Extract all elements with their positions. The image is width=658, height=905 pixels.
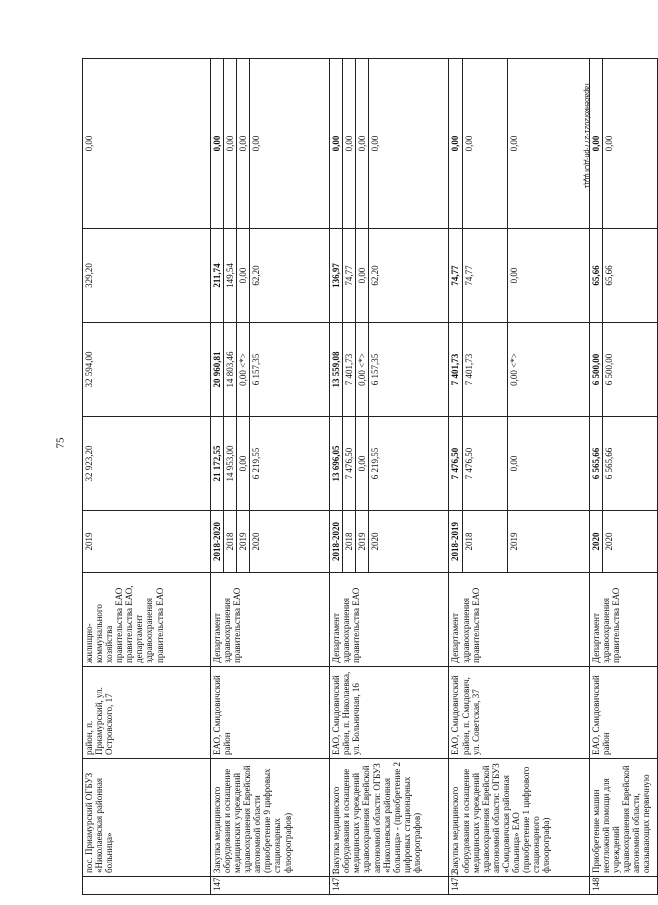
cell-year: 2020	[369, 511, 449, 573]
cell-year: 2018-2019	[449, 511, 462, 573]
cell-other: 0,00	[83, 59, 211, 229]
cell-regional: 6 500,00	[589, 323, 602, 417]
cell-num: 147	[211, 877, 330, 895]
cell-year: 2018-2020	[330, 511, 343, 573]
cell-local: 65,66	[602, 229, 657, 323]
cell-local: 74,77	[343, 229, 356, 323]
page-number: 75	[54, 437, 67, 449]
cell-location: район, п. Приамурский, ул. Островского, 17	[83, 667, 211, 759]
cell-regional: 0,00 <*>	[507, 323, 589, 417]
cell-total: 0,00	[507, 417, 589, 511]
cell-location: ЕАО, Смидовичский район	[589, 667, 657, 759]
cell-total: 0,00	[237, 417, 250, 511]
cell-object: Приобретение машин неотложной помощи для учреждений здравоохранения Еврейской автономной области, оказывающих первичную	[589, 759, 657, 877]
cell-other: 0,00	[356, 59, 369, 229]
cell-local: 74,77	[449, 229, 462, 323]
cell-local: 0,00	[237, 229, 250, 323]
rotated-table-wrapper	[82, 59, 658, 895]
cell-local: 211,74	[211, 229, 224, 323]
cell-other: 0,00	[343, 59, 356, 229]
cell-num	[83, 877, 211, 895]
cell-object: Закупка медицинского оборудования и оснащение медицинских учреждений здравоохранения Еврейской автономной области (приобретение 9 цифровых стационарных флюорографов)	[211, 759, 330, 877]
cell-total: 6 219,55	[250, 417, 330, 511]
cell-other: 0,00	[589, 59, 602, 229]
cell-object: Закупка медицинского оборудования и оснащение медицинских учреждений здравоохранения Еврейской автономной области: ОГБУЗ «Николаевская районная больница» - (приобретение 2 цифровых стационарных флюорографов)	[330, 759, 449, 877]
cell-num: 147.1	[330, 877, 449, 895]
cell-regional: 6 157,35	[250, 323, 330, 417]
cell-other: 0,00	[602, 59, 657, 229]
cell-location: ЕАО, Смидовичский район	[211, 667, 330, 759]
cell-regional: 14 803,46	[224, 323, 237, 417]
cell-other: 0,00	[507, 59, 589, 229]
cell-year: 2018	[343, 511, 356, 573]
cell-location: ЕАО, Смидовичский район, п. Николаевка, ул. Больничная, 16	[330, 667, 449, 759]
table-row-147-2	[449, 59, 462, 895]
cell-other: 0,00	[224, 59, 237, 229]
cell-local: 62,20	[250, 229, 330, 323]
cell-regional: 6 500,00	[602, 323, 657, 417]
cell-total: 6 565,66	[589, 417, 602, 511]
document-id: Тарасенко/2021-277-рп-ДОПДД1	[583, 82, 590, 189]
table-row-continuation	[83, 59, 211, 895]
cell-total: 21 172,55	[211, 417, 224, 511]
cell-regional: 32 594,00	[83, 323, 211, 417]
cell-object: пос. Приамурский ОГБУЗ «Николаевская районная больница»	[83, 759, 211, 877]
cell-other: 0,00	[462, 59, 507, 229]
cell-other: 0,00	[369, 59, 449, 229]
cell-customer: Департамент здравоохранения правительства ЕАО	[330, 573, 449, 667]
cell-year: 2019	[507, 511, 589, 573]
table-row-147-1	[330, 59, 343, 895]
cell-local: 62,20	[369, 229, 449, 323]
cell-regional: 7 401,73	[449, 323, 462, 417]
cell-regional: 0,00 <*>	[237, 323, 250, 417]
cell-regional: 13 559,08	[330, 323, 343, 417]
cell-year: 2019	[237, 511, 250, 573]
cell-year: 2018	[224, 511, 237, 573]
cell-year: 2019	[83, 511, 211, 573]
cell-total: 13 696,05	[330, 417, 343, 511]
cell-customer: жилищно-коммунального хозяйства правительства ЕАО правительства ЕАО, департамент здравоохранения правительства ЕАО	[83, 573, 211, 667]
table-row-148	[589, 59, 602, 895]
cell-total: 7 476,50	[449, 417, 462, 511]
cell-num: 148	[589, 877, 657, 895]
cell-year: 2019	[356, 511, 369, 573]
cell-local: 136,97	[330, 229, 343, 323]
cell-year: 2018	[462, 511, 507, 573]
cell-object: Закупка медицинского оборудования и оснащение медицинских учреждений здравоохранения Еврейской автономной области: ОГБУЗ «Смидовичская районная больница» ЕАО (приобретение 1 цифрового стационарного флюорографа)	[449, 759, 589, 877]
cell-regional: 20 960,81	[211, 323, 224, 417]
cell-total: 6 219,55	[369, 417, 449, 511]
cell-other: 0,00	[330, 59, 343, 229]
table-row-147	[211, 59, 224, 895]
cell-other: 0,00	[449, 59, 462, 229]
cell-total: 7 476,50	[462, 417, 507, 511]
cell-local: 149,54	[224, 229, 237, 323]
cell-local: 329,20	[83, 229, 211, 323]
cell-local: 74,77	[462, 229, 507, 323]
cell-year: 2020	[250, 511, 330, 573]
cell-total: 32 923,20	[83, 417, 211, 511]
cell-total: 7 476,50	[343, 417, 356, 511]
cell-year: 2020	[589, 511, 602, 573]
cell-total: 6 565,66	[602, 417, 657, 511]
cell-other: 0,00	[211, 59, 224, 229]
cell-local: 65,66	[589, 229, 602, 323]
cell-local: 0,00	[507, 229, 589, 323]
cell-customer: Департамент здравоохранения правительства ЕАО	[449, 573, 589, 667]
cell-num: 147.2	[449, 877, 589, 895]
cell-year: 2018-2020	[211, 511, 224, 573]
cell-regional: 0,00 <*>	[356, 323, 369, 417]
cell-customer: Департамент здравоохранения правительства ЕАО	[211, 573, 330, 667]
cell-customer: Департамент здравоохранения правительства ЕАО	[589, 573, 657, 667]
cell-local: 0,00	[356, 229, 369, 323]
cell-total: 0,00	[356, 417, 369, 511]
investment-table	[82, 58, 658, 895]
cell-regional: 6 157,35	[369, 323, 449, 417]
cell-regional: 7 401,73	[462, 323, 507, 417]
cell-year: 2020	[602, 511, 657, 573]
cell-location: ЕАО, Смидовичский район, п. Смидович, ул. Советская, 37	[449, 667, 589, 759]
cell-other: 0,00	[237, 59, 250, 229]
cell-total: 14 953,00	[224, 417, 237, 511]
cell-regional: 7 401,73	[343, 323, 356, 417]
cell-other: 0,00	[250, 59, 330, 229]
